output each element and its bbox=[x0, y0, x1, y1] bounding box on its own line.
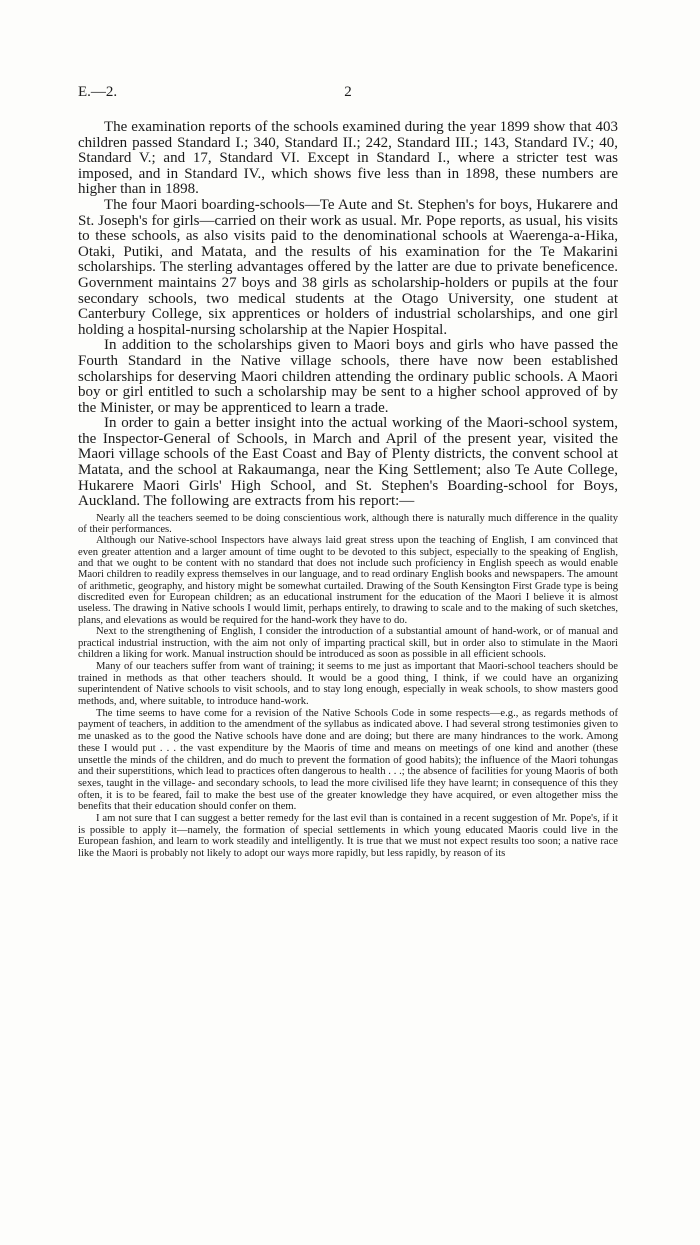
document-reference: E.—2. bbox=[78, 84, 118, 100]
paragraph-inspector-visit: In order to gain a better insight into the actual working of the Maori-school system, the Inspector-General of Schools, in March and April of the present year, visited the Maori village schools of the East Coast and Bay of Plenty districts, the convent school at Matata, and the school at Rakaumanga, near the King Settlement; also Te Aute College, Hukarere Maori Girls' High School, and St. Stephen's Boarding-school for Boys, Auckland. The following are extracts from his report:— bbox=[78, 415, 618, 510]
paragraph-scholarships: In addition to the scholarships given to Maori boys and girls who have passed the Fourth Standard in the Native village schools, there have now been established scholarships for deserving Maori children attending the ordinary public schools. A Maori boy or girl entitled to such a scholarship may be sent to a higher school approved of by the Minister, or may be apprenticed to learn a trade. bbox=[78, 337, 618, 416]
report-extracts bbox=[78, 513, 618, 860]
document-page bbox=[78, 84, 618, 860]
extract-teachers: Nearly all the teachers seemed to be doing conscientious work, although there is naturally much difference in the quality of their performances. bbox=[78, 512, 618, 536]
extract-english: Although our Native-school Inspectors have always laid great stress upon the teaching of English, I am convinced that even greater attention and a larger amount of time ought to be devoted to this subject, especially to the speaking of English, and that we ought to be content with no standard that does not include such proficiency in English speech as would enable Maori children to readily express themselves in our language, and to read ordinary English books and newspapers. The amount of arithmetic, geography, and history might be somewhat curtailed. Drawing of the South Kensington First Grade type is being discredited even for European children; as an educational instrument for the education of the Maori I believe it is almost useless. The drawing in Native schools I would limit, perhaps entirely, to drawing to scale and to the making of such sketches, plans, and elevations as would be required for the hand-work they have to do. bbox=[78, 535, 618, 626]
page-header bbox=[78, 84, 618, 104]
paragraph-examination-results: The examination reports of the schools examined during the year 1899 show that 403 children passed Standard I.; 340, Standard II.; 242, Standard III.; 143, Standard IV.; 40, Standard V.; and 17, Standard VI. Except in Standard I., where a stricter test was imposed, and in Standard IV., which shows five less than in 1898, these numbers are higher than in 1898. bbox=[78, 119, 618, 198]
extract-training: Many of our teachers suffer from want of training; it seems to me just as important that Maori-school teachers should be trained in methods as that other teachers should. It would be a good thing, I think, if we could have an organizing superintendent of Native schools to visit schools, and to stay long enough, especially in weak schools, to show masters good methods, and, where suitable, to introduce hand-work. bbox=[78, 660, 618, 708]
page-number: 2 bbox=[344, 84, 352, 100]
extract-code-revision: The time seems to have come for a revision of the Native Schools Code in some respects—e.g., as regards methods of payment of teachers, in addition to the amendment of the syllabus as indicated above. I had several strong testimonies given to me unasked as to the good the Native schools have done and are doing; but there are many hindrances to the work. Among these I would put . . . the vast expenditure by the Maoris of time and means on meetings of one kind and another (these unsettle the minds of the children, and do much to prevent the formation of good habits); the influence of the Maori tohungas and their superstitions, which lead to practices often dangerous to health . . .; the absence of facilities for young Maoris of both sexes, taught in the village- and secondary schools, to lead the more civilised life they have learnt; in consequence of this they often, it is to be feared, fail to make the best use of the greater knowledge they have acquired, or even altogether miss the benefits that their education should confer on them. bbox=[78, 707, 618, 813]
extract-hand-work: Next to the strengthening of English, I consider the introduction of a substantial amount of hand-work, or of manual and practical industrial instruction, with the aim not only of imparting practical skill, but in order also to stimulate in the Maori children a liking for work. Manual instruction should be introduced as soon as possible in all efficient schools. bbox=[78, 625, 618, 661]
report-body bbox=[78, 120, 618, 860]
extract-remedy: I am not sure that I can suggest a better remedy for the last evil than is contained in a recent suggestion of Mr. Pope's, if it is possible to apply it—namely, the formation of special settlements in which young educated Maoris could live in the European fashion, and learn to work steadily and intelligently. It is true that we must not expect results too soon; a native race like the Maori is probably not likely to adopt our ways more rapidly, but less rapidly, by reason of its bbox=[78, 813, 618, 860]
main-text bbox=[78, 120, 618, 510]
paragraph-boarding-schools: The four Maori boarding-schools—Te Aute and St. Stephen's for boys, Hukarere and St. Joseph's for girls—carried on their work as usual. Mr. Pope reports, as usual, his visits to these schools, as also visits paid to the denominational schools at Waerenga-a-Hika, Otaki, Putiki, and Matata, and the results of his examination for the Te Makarini scholarships. The sterling advantages offered by the latter are due to private beneficence. Government maintains 27 boys and 38 girls as scholarship-holders or pupils at the four secondary schools, two medical students at the Otago University, one student at Canterbury College, six apprentices or holders of industrial scholarships, and one girl holding a hospital-nursing scholarship at the Napier Hospital. bbox=[78, 196, 618, 338]
